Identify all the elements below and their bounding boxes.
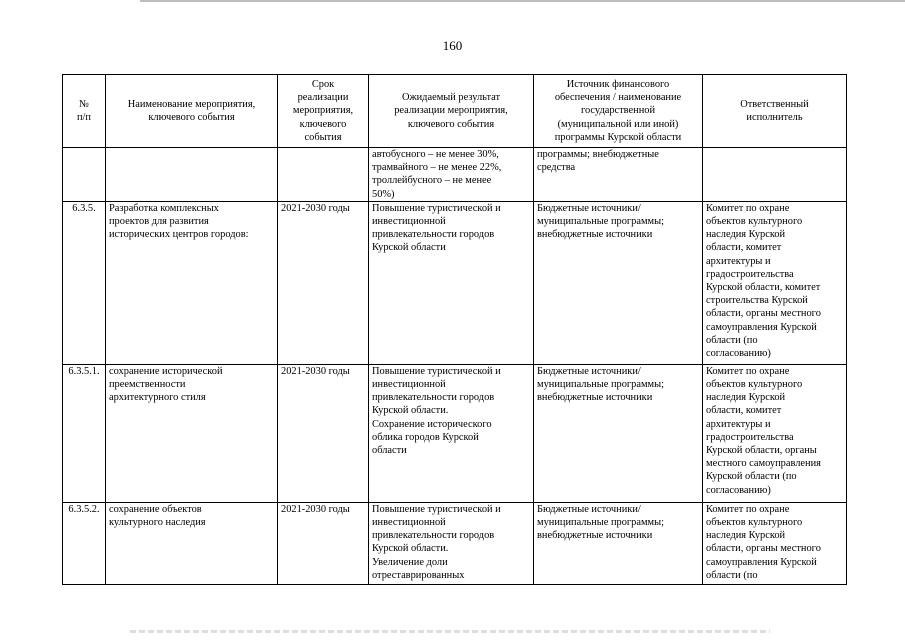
row-num: 6.3.5.2.: [63, 502, 106, 584]
header-executor: Ответственный исполнитель: [703, 75, 847, 148]
row-name: сохранение объектов культурного наследия: [106, 502, 278, 584]
row-source: Бюджетные источники/ муниципальные программы; внебюджетные источники: [534, 201, 703, 364]
row-num: 6.3.5.: [63, 201, 106, 364]
header-result: Ожидаемый результат реализации мероприятия, ключевого события: [369, 75, 534, 148]
row-term: 2021-2030 годы: [278, 364, 369, 502]
row-term: 2021-2030 годы: [278, 201, 369, 364]
page-number: 160: [442, 38, 463, 53]
page-top-edge: [140, 0, 905, 2]
activities-table: [62, 74, 847, 585]
row-executor: Комитет по охране объектов культурного наследия Курской области, комитет архитектуры и градостроительства Курской области, комитет строительства Курской области, органы местного самоуправления Курской области (по согласованию): [703, 201, 847, 364]
row-term: 2021-2030 годы: [278, 502, 369, 584]
scan-noise: [130, 630, 770, 633]
row-source: Бюджетные источники/ муниципальные программы; внебюджетные источники: [534, 364, 703, 502]
row-name: [106, 148, 278, 202]
row-result: Повышение туристической и инвестиционной привлекательности городов Курской области. Увеличение доли отреставрированных: [369, 502, 534, 584]
table-row: [63, 364, 847, 502]
row-source: Бюджетные источники/ муниципальные программы; внебюджетные источники: [534, 502, 703, 584]
row-executor: Комитет по охране объектов культурного наследия Курской области, органы местного самоуправления Курской области (по: [703, 502, 847, 584]
row-result: автобусного – не менее 30%, трамвайного – не менее 22%, троллейбусного – не менее 50%): [369, 148, 534, 202]
header-source: Источник финансового обеспечения / наименование государственной (муниципальной или иной) программы Курской области: [534, 75, 703, 148]
row-executor: Комитет по охране объектов культурного наследия Курской области, комитет архитектуры и градостроительства Курской области, органы местного самоуправления Курской области (по согласованию): [703, 364, 847, 502]
table-row: [63, 148, 847, 202]
table-row: [63, 201, 847, 364]
row-source: программы; внебюджетные средства: [534, 148, 703, 202]
table-row: [63, 502, 847, 584]
row-term: [278, 148, 369, 202]
table-header-row: [63, 75, 847, 148]
header-num: № п/п: [63, 75, 106, 148]
row-name: Разработка комплексных проектов для развития исторических центров городов:: [106, 201, 278, 364]
row-result: Повышение туристической и инвестиционной привлекательности городов Курской области: [369, 201, 534, 364]
row-name: сохранение исторической преемственности архитектурного стиля: [106, 364, 278, 502]
row-result: Повышение туристической и инвестиционной привлекательности городов Курской области. Сохранение исторического облика городов Курской области: [369, 364, 534, 502]
header-name: Наименование мероприятия, ключевого события: [106, 75, 278, 148]
row-num: [63, 148, 106, 202]
row-executor: [703, 148, 847, 202]
row-num: 6.3.5.1.: [63, 364, 106, 502]
header-term: Срок реализации мероприятия, ключевого события: [278, 75, 369, 148]
